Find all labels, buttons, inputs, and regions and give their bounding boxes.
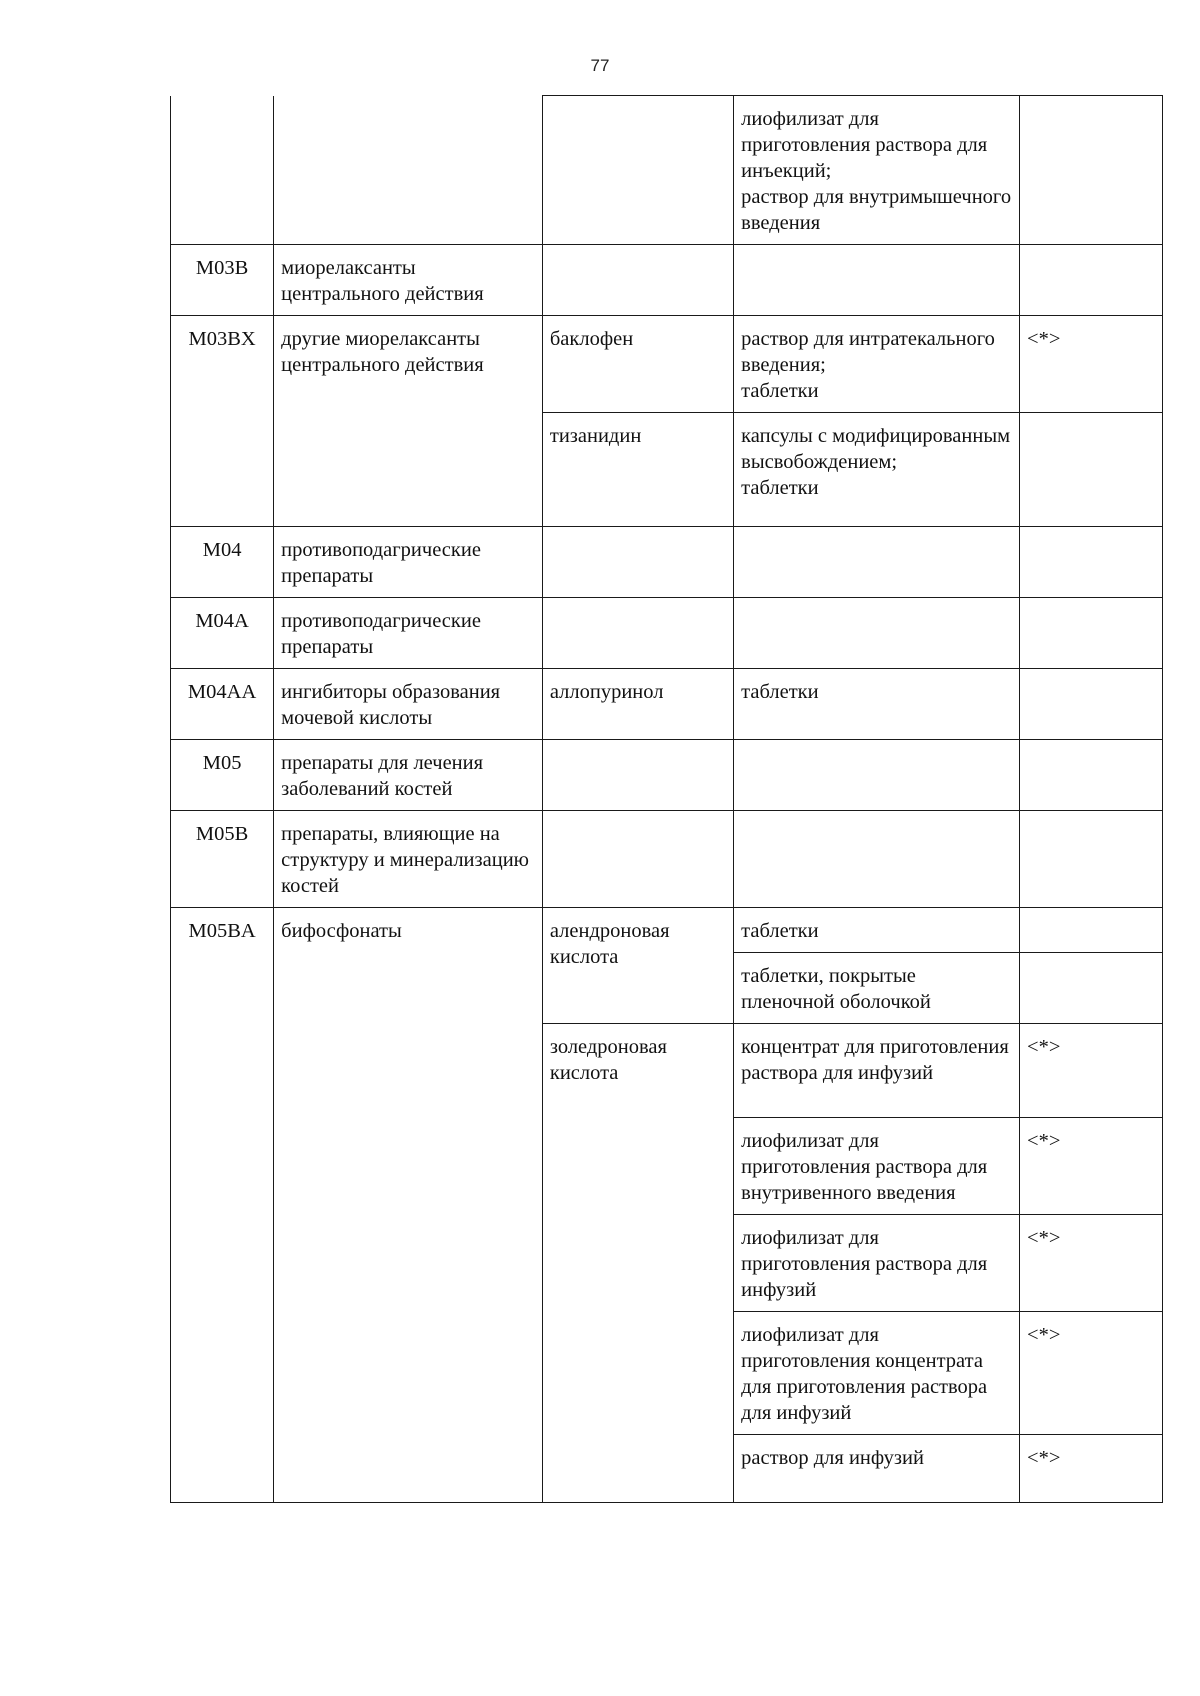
atc-code-cell: M04AA <box>171 669 274 740</box>
dosage-form-cell: таблетки <box>734 669 1020 740</box>
note-cell <box>1020 740 1163 811</box>
group-name-cell: противоподагрические препараты <box>274 527 543 598</box>
dosage-form-cell: капсулы с модифицированным высвобождением; таблетки <box>734 413 1020 527</box>
page-number: 77 <box>590 56 610 75</box>
atc-code-cell: M05BA <box>171 908 274 1503</box>
dosage-form-cell: таблетки <box>734 908 1020 953</box>
atc-code-cell: M03B <box>171 245 274 316</box>
group-name-cell: другие миорелаксанты центрального действия <box>274 316 543 527</box>
dosage-form-cell: таблетки, покрытые пленочной оболочкой <box>734 953 1020 1024</box>
drug-table <box>170 95 1163 1503</box>
drug-name-cell: алендроновая кислота <box>542 908 733 1024</box>
drug-name-cell: баклофен <box>542 316 733 413</box>
note-cell <box>1020 908 1163 953</box>
note-cell: <*> <box>1020 1215 1163 1312</box>
group-name-cell: препараты, влияющие на структуру и минерализацию костей <box>274 811 543 908</box>
dosage-form-cell: лиофилизат для приготовления раствора для внутривенного введения <box>734 1118 1020 1215</box>
drug-name-cell <box>542 740 733 811</box>
table-row <box>171 598 1163 669</box>
note-cell <box>1020 413 1163 527</box>
drug-name-cell <box>542 96 733 245</box>
drug-name-cell <box>542 811 733 908</box>
atc-code-cell: M04 <box>171 527 274 598</box>
note-cell <box>1020 953 1163 1024</box>
drug-name-cell <box>542 527 733 598</box>
atc-code-cell: M05 <box>171 740 274 811</box>
note-cell <box>1020 96 1163 245</box>
note-cell <box>1020 527 1163 598</box>
group-name-cell: бифосфонаты <box>274 908 543 1503</box>
dosage-form-cell <box>734 527 1020 598</box>
drug-name-cell: тизанидин <box>542 413 733 527</box>
note-cell: <*> <box>1020 1312 1163 1435</box>
note-cell <box>1020 598 1163 669</box>
dosage-form-cell <box>734 740 1020 811</box>
dosage-form-cell: раствор для инфузий <box>734 1435 1020 1503</box>
dosage-form-cell: лиофилизат для приготовления раствора для инфузий <box>734 1215 1020 1312</box>
table-row <box>171 527 1163 598</box>
atc-code-cell: M05B <box>171 811 274 908</box>
table-row <box>171 96 1163 245</box>
dosage-form-cell <box>734 245 1020 316</box>
group-name-cell <box>274 96 543 245</box>
atc-code-cell: M03BX <box>171 316 274 527</box>
group-name-cell: ингибиторы образования мочевой кислоты <box>274 669 543 740</box>
group-name-cell: миорелаксанты центрального действия <box>274 245 543 316</box>
note-cell: <*> <box>1020 1024 1163 1118</box>
table-row <box>171 740 1163 811</box>
table-row <box>171 316 1163 413</box>
table-row <box>171 811 1163 908</box>
dosage-form-cell: лиофилизат для приготовления раствора для инъекций; раствор для внутримышечного введения <box>734 96 1020 245</box>
note-cell: <*> <box>1020 1435 1163 1503</box>
dosage-form-cell: концентрат для приготовления раствора для инфузий <box>734 1024 1020 1118</box>
note-cell <box>1020 669 1163 740</box>
note-cell <box>1020 245 1163 316</box>
drug-name-cell: золедроновая кислота <box>542 1024 733 1503</box>
table-row <box>171 245 1163 316</box>
atc-code-cell <box>171 96 274 245</box>
group-name-cell: противоподагрические препараты <box>274 598 543 669</box>
dosage-form-cell <box>734 811 1020 908</box>
drug-name-cell: аллопуринол <box>542 669 733 740</box>
drug-name-cell <box>542 245 733 316</box>
atc-code-cell: M04A <box>171 598 274 669</box>
note-cell <box>1020 811 1163 908</box>
note-cell: <*> <box>1020 1118 1163 1215</box>
table-row <box>171 669 1163 740</box>
dosage-form-cell: раствор для интратекального введения; таблетки <box>734 316 1020 413</box>
table-row <box>171 908 1163 953</box>
dosage-form-cell <box>734 598 1020 669</box>
note-cell: <*> <box>1020 316 1163 413</box>
drug-name-cell <box>542 598 733 669</box>
group-name-cell: препараты для лечения заболеваний костей <box>274 740 543 811</box>
dosage-form-cell: лиофилизат для приготовления концентрата для приготовления раствора для инфузий <box>734 1312 1020 1435</box>
